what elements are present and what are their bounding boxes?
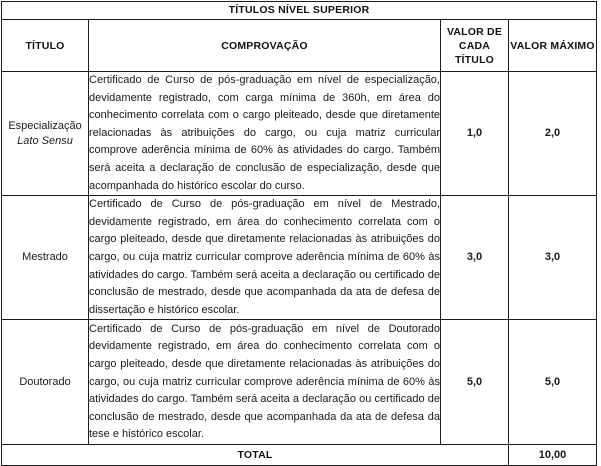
valor-cada-titulo-value: 3,0 <box>466 251 483 264</box>
valor-cada-titulo-value: 5,0 <box>466 375 483 388</box>
titulo-primary-line: Mestrado <box>22 251 68 264</box>
comprovacao-text: Certificado de Curso de pós-graduação em nível de especialização, devidamente registrado, com carga mínima de 360h, em área do conhecimento correlata com o cargo pleiteado, desde que diretamente relacionadas às atribuições do cargo, ou cuja matriz curricular comprove aderência mínima de 60% às atividades do cargo. Também será aceita a declaração de conclusão de especialização, desde que acompanhada do histórico escolar do curso. <box>89 74 440 192</box>
valor-maximo-value: 5,0 <box>544 375 561 388</box>
valor-maximo-value: 2,0 <box>544 127 561 140</box>
cell-valor-maximo <box>509 320 597 445</box>
comprovacao-text: Certificado de Curso de pós-graduação em nível de Mestrado, devidamente registrado, em área do conhecimento correlata com o cargo pleiteado, desde que diretamente relacionadas às atribuições do cargo, ou cuja matriz curricular comprove aderência mínima de 60% às atividades do cargo. Também será aceita a declaração ou certificado de conclusão de mestrado, desde que acompanhada da ata de defesa de dissertação e histórico escolar. <box>89 198 440 316</box>
valor-maximo-value: 3,0 <box>544 251 561 264</box>
column-header-comprovacao-label: COMPROVAÇÃO <box>221 39 308 52</box>
table-band-title: TÍTULOS NÍVEL SUPERIOR <box>228 4 370 16</box>
cell-titulo <box>2 320 89 445</box>
cell-valor-cada-titulo <box>441 320 509 445</box>
total-value: 10,00 <box>538 449 567 462</box>
table-column-header-row <box>2 20 597 72</box>
valor-cada-titulo-value: 1,0 <box>466 127 483 140</box>
comprovacao-text: Certificado de Curso de pós-graduação em nível de Doutorado devidamente registrado, em área do conhecimento correlata com o cargo pleiteado, desde que diretamente relacionadas às atribuições do cargo, ou cuja matriz curricular comprove aderência mínima de 60% às atividades do cargo. Também será aceita a declaração ou certificado de conclusão de mestrado, desde que acompanhada da ata de defesa da tese e histórico escolar. <box>89 322 440 441</box>
table-band-title-cell <box>2 2 597 20</box>
table-row <box>2 320 597 445</box>
column-header-titulo <box>2 20 89 72</box>
table-row <box>2 196 597 320</box>
titulo-primary-line: Doutorado <box>19 375 71 388</box>
column-header-valor-cada-titulo <box>441 20 509 72</box>
cell-comprovacao <box>89 196 441 320</box>
cell-comprovacao <box>89 72 441 196</box>
titulo-secondary-line: Lato Sensu <box>17 134 73 147</box>
table-band-row <box>2 2 597 20</box>
column-header-valor-maximo <box>509 20 597 72</box>
cell-comprovacao <box>89 320 441 445</box>
column-header-valor-maximo-label: VALOR MÁXIMO <box>510 39 595 52</box>
titulo-primary-line: Especialização <box>8 119 82 132</box>
column-header-comprovacao <box>89 20 441 72</box>
column-header-valor-cada-titulo-label: VALOR DE CADA TÍTULO <box>446 25 503 66</box>
cell-valor-maximo <box>509 196 597 320</box>
table-body <box>2 72 597 466</box>
cell-titulo <box>2 196 89 320</box>
cell-valor-cada-titulo <box>441 196 509 320</box>
table-row <box>2 72 597 196</box>
table-header <box>2 2 597 72</box>
total-label: TOTAL <box>237 449 273 462</box>
column-header-titulo-label: TÍTULO <box>25 39 65 52</box>
cell-valor-cada-titulo <box>441 72 509 196</box>
cell-valor-maximo <box>509 72 597 196</box>
titles-scoring-table <box>1 1 597 466</box>
cell-titulo <box>2 72 89 196</box>
